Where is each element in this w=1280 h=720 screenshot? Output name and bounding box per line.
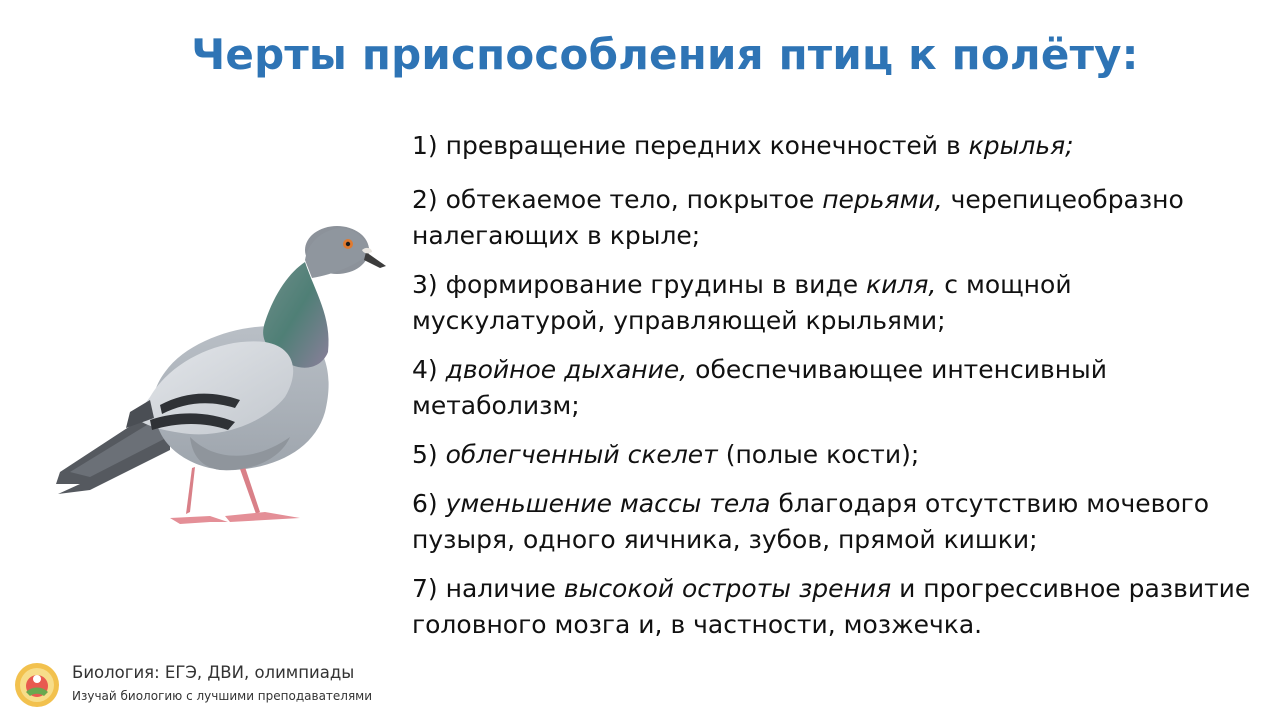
text: 6): [412, 489, 446, 518]
pigeon-image: [50, 222, 395, 534]
text: 2) обтекаемое тело, покрытое: [412, 185, 823, 214]
brand-logo-icon: [14, 662, 60, 708]
adaptation-list: [412, 128, 1262, 656]
text: 4): [412, 355, 446, 384]
list-item: [412, 182, 1262, 254]
brand-title: Биология: ЕГЭ, ДВИ, олимпиады: [72, 663, 355, 682]
text: (полые кости);: [717, 440, 920, 469]
text: 1) превращение передних конечностей в: [412, 131, 969, 160]
emphasized-text: крылья;: [968, 131, 1074, 160]
text: благодаря отсутствию мочевого пузыря, одного яичника, зубов, прямой кишки;: [412, 489, 1210, 554]
list-item: [412, 571, 1262, 643]
text: обеспечивающее интенсивный метаболизм;: [412, 355, 1108, 420]
list-item: [412, 352, 1262, 424]
text: и прогрессивное развитие головного мозга и, в частности, мозжечка.: [412, 574, 1251, 639]
emphasized-text: высокой остроты зрения: [563, 574, 892, 603]
emphasized-text: двойное дыхание,: [445, 355, 688, 384]
emphasized-text: киля,: [866, 270, 937, 299]
list-item: [412, 267, 1262, 339]
emphasized-text: перьями,: [822, 185, 943, 214]
list-item: [412, 128, 1262, 164]
brand-tagline: Изучай биологию с лучшими преподавателями: [72, 689, 373, 703]
text: 5): [412, 440, 446, 469]
text: 3) формирование грудины в виде: [412, 270, 867, 299]
text: с мощной мускулатурой, управляющей крыльями;: [412, 270, 1072, 335]
slide-title: Черты приспособления птиц к полёту:: [191, 30, 1139, 79]
text: 7) наличие: [412, 574, 564, 603]
list-item: [412, 486, 1262, 558]
emphasized-text: облегченный скелет: [445, 440, 718, 469]
footer: [12, 660, 412, 710]
emphasized-text: уменьшение массы тела: [445, 489, 771, 518]
list-item: [412, 437, 1262, 473]
text: черепицеобразно налегающих в крыле;: [412, 185, 1184, 250]
